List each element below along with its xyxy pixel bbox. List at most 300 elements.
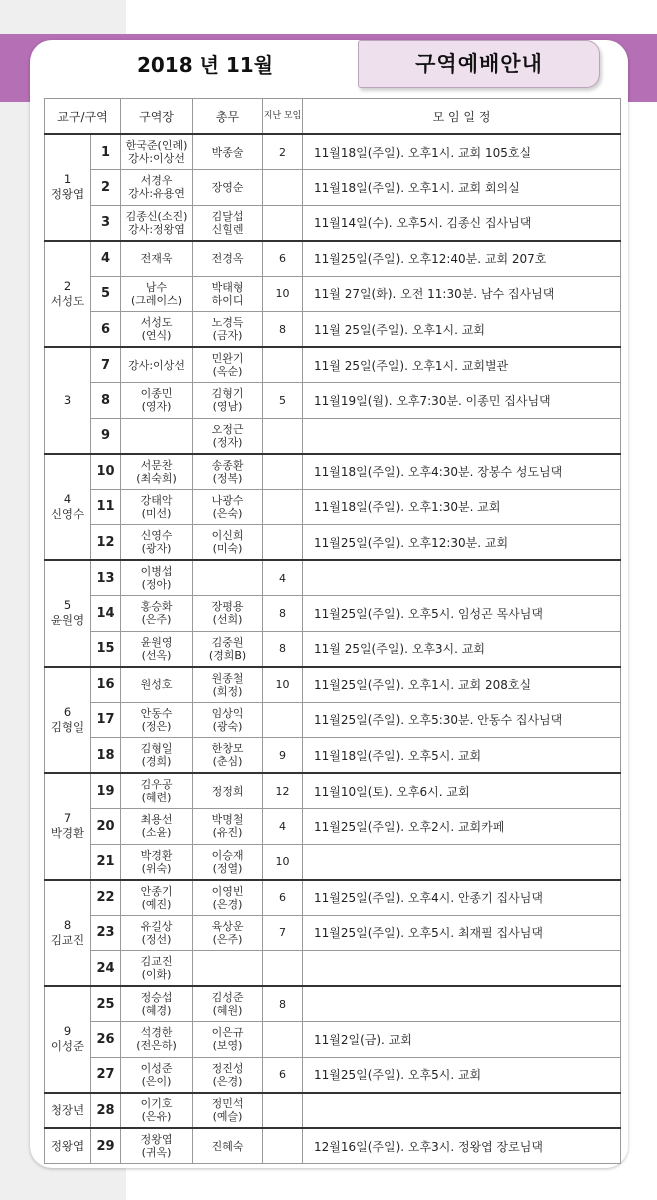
- group-number: 9: [63, 1024, 72, 1039]
- treasurer-line: (금자): [212, 329, 243, 342]
- treasurer-cell: [193, 134, 263, 170]
- group-number: 7: [63, 811, 72, 826]
- treasurer-cell: [193, 1022, 263, 1058]
- meeting-schedule: 11월19일(월). 오후7:30분. 이종민 집사님댁: [303, 383, 621, 419]
- table-row: [45, 489, 621, 525]
- group-cell: [45, 347, 91, 454]
- meeting-schedule: 11월 27일(화). 오전 11:30분. 남수 집사님댁: [303, 276, 621, 312]
- treasurer-cell: [193, 276, 263, 312]
- meeting-schedule: 11월25일(주일). 오후5시. 최재필 집사님댁: [303, 915, 621, 951]
- group-cell: [45, 880, 91, 987]
- leader-line: 한국준(인례): [125, 139, 188, 152]
- leader-line: (영자): [141, 400, 172, 414]
- section-number: 17: [91, 702, 121, 738]
- leader-cell: [121, 667, 193, 703]
- last-meeting-count: [263, 170, 303, 206]
- group-name: 김형일: [50, 719, 85, 734]
- leader-cell: [121, 951, 193, 987]
- meeting-schedule: [303, 844, 621, 880]
- table-row: [45, 383, 621, 419]
- group-cell: [45, 773, 91, 880]
- leader-cell: [121, 773, 193, 809]
- last-meeting-count: [263, 205, 303, 241]
- last-meeting-count: 6: [263, 241, 303, 277]
- group-number: 3: [63, 392, 72, 407]
- section-number: 10: [91, 454, 121, 490]
- leader-line: (정은): [141, 719, 172, 733]
- treasurer-line: 박태형: [211, 280, 244, 294]
- group-name: 신영수: [50, 506, 85, 521]
- table-row: [45, 241, 621, 277]
- leader-line: 안종기: [140, 884, 173, 898]
- leader-line: 남수: [145, 280, 168, 294]
- leader-cell: [121, 1057, 193, 1093]
- treasurer-cell: [193, 915, 263, 951]
- treasurer-line: 민완기: [211, 352, 244, 365]
- section-number: 8: [91, 383, 121, 419]
- table-row: [45, 915, 621, 951]
- treasurer-cell: [193, 880, 263, 916]
- table-row: [45, 1093, 621, 1129]
- last-meeting-count: 9: [263, 738, 303, 774]
- group-name: 윤원영: [50, 613, 85, 628]
- section-number: 14: [91, 596, 121, 632]
- meeting-schedule: 11월18일(주일). 오후1:30분. 교회: [303, 489, 621, 525]
- table-header-row: [45, 99, 621, 135]
- treasurer-line: 임상익: [211, 706, 244, 720]
- treasurer-cell: [193, 383, 263, 419]
- section-number: 25: [91, 986, 121, 1022]
- leader-line: (위숙): [141, 861, 172, 875]
- section-number: 1: [91, 134, 121, 170]
- table-row: [45, 773, 621, 809]
- meeting-schedule: 11월18일(주일). 오후1시. 교회 회의실: [303, 170, 621, 206]
- treasurer-cell: [193, 986, 263, 1022]
- section-number: 18: [91, 738, 121, 774]
- treasurer-line: (광숙): [212, 719, 243, 733]
- leader-line: 윤원영: [140, 635, 173, 649]
- treasurer-line: (희정): [212, 684, 243, 698]
- table-row: [45, 667, 621, 703]
- last-meeting-count: 12: [263, 773, 303, 809]
- treasurer-line: (미숙): [212, 542, 243, 555]
- year-month-title: 2018 년 11월: [136, 53, 274, 77]
- meeting-schedule: 11월25일(주일). 오후5시. 교회: [303, 1057, 621, 1093]
- treasurer-line: 장영순: [211, 180, 244, 194]
- table-row: [45, 418, 621, 454]
- last-meeting-count: 6: [263, 1057, 303, 1093]
- leader-cell: [121, 1128, 193, 1164]
- leader-line: 석경한: [140, 1026, 173, 1040]
- leader-line: 이병섭: [140, 565, 173, 578]
- treasurer-cell: [193, 418, 263, 454]
- leader-line: (전은하): [136, 1039, 177, 1053]
- meeting-schedule: 11월18일(주일). 오후5시. 교회: [303, 738, 621, 774]
- section-number: 9: [91, 418, 121, 454]
- group-number: 1: [63, 172, 72, 187]
- last-meeting-count: 8: [263, 631, 303, 667]
- treasurer-cell: [193, 525, 263, 561]
- last-meeting-count: 8: [263, 986, 303, 1022]
- treasurer-line: (경희B): [208, 648, 247, 662]
- leader-cell: [121, 347, 193, 383]
- meeting-schedule: 11월10일(토). 오후6시. 교회: [303, 773, 621, 809]
- treasurer-line: 정정희: [211, 784, 244, 798]
- leader-line: (귀옥): [141, 1146, 172, 1159]
- leader-cell: [121, 702, 193, 738]
- treasurer-line: (은경): [212, 897, 243, 911]
- section-number: 12: [91, 525, 121, 561]
- meeting-schedule: [303, 986, 621, 1022]
- leader-line: (선옥): [141, 648, 172, 662]
- group-number: 정왕엽: [50, 1138, 85, 1153]
- treasurer-cell: [193, 738, 263, 774]
- section-number: 7: [91, 347, 121, 383]
- last-meeting-count: 10: [263, 844, 303, 880]
- table-row: [45, 738, 621, 774]
- treasurer-line: (영남): [212, 400, 243, 414]
- treasurer-line: 김중원: [211, 635, 244, 649]
- meeting-schedule: 11월18일(주일). 오후1시. 교회 105호실: [303, 134, 621, 170]
- treasurer-line: (은숙): [212, 506, 243, 520]
- leader-cell: [121, 241, 193, 277]
- meeting-schedule: 11월25일(주일). 오후1시. 교회 208호실: [303, 667, 621, 703]
- treasurer-line: (춘심): [212, 755, 243, 768]
- leader-cell: [121, 525, 193, 561]
- meeting-schedule: 11월2일(금). 교회: [303, 1022, 621, 1058]
- leader-line: 홍승화: [140, 600, 173, 614]
- treasurer-cell: [193, 560, 263, 596]
- table-row: [45, 312, 621, 348]
- table-row: [45, 1057, 621, 1093]
- section-number: 16: [91, 667, 121, 703]
- leader-line: 이성준: [140, 1061, 173, 1075]
- group-cell: [45, 134, 91, 241]
- treasurer-cell: [193, 347, 263, 383]
- section-number: 5: [91, 276, 121, 312]
- treasurer-line: (은주): [212, 932, 243, 946]
- table-row: [45, 347, 621, 383]
- header-schedule: 모 임 일 정: [303, 99, 621, 135]
- leader-cell: [121, 631, 193, 667]
- leader-line: (소윤): [141, 826, 172, 840]
- treasurer-cell: [193, 489, 263, 525]
- leader-line: 강사:이상선: [128, 358, 185, 372]
- group-name: 서성도: [50, 293, 85, 308]
- section-number: 27: [91, 1057, 121, 1093]
- leader-line: 원성호: [140, 678, 173, 691]
- leader-cell: [121, 489, 193, 525]
- last-meeting-count: [263, 347, 303, 383]
- leader-line: (광자): [141, 542, 172, 555]
- treasurer-line: (혜원): [212, 1004, 243, 1017]
- meeting-schedule: 11월25일(주일). 오후4시. 안종기 집사님댁: [303, 880, 621, 916]
- section-number: 19: [91, 773, 121, 809]
- table-row: [45, 631, 621, 667]
- header-leader: 구역장: [121, 99, 193, 135]
- leader-cell: [121, 418, 193, 454]
- last-meeting-count: 8: [263, 312, 303, 348]
- group-cell: [45, 986, 91, 1093]
- treasurer-line: 박명철: [211, 813, 244, 827]
- meeting-schedule: 11월 25일(주일). 오후1시. 교회별관: [303, 347, 621, 383]
- treasurer-line: (유진): [212, 826, 243, 840]
- last-meeting-count: [263, 489, 303, 525]
- treasurer-line: 한창모: [211, 742, 244, 755]
- treasurer-line: 신힐렌: [211, 222, 244, 236]
- leader-line: (정아): [141, 578, 172, 591]
- treasurer-cell: [193, 1128, 263, 1164]
- meeting-schedule: 11월25일(주일). 오후5:30분. 안동수 집사님댁: [303, 702, 621, 738]
- leader-cell: [121, 844, 193, 880]
- group-cell: [45, 560, 91, 667]
- leader-line: (은유): [141, 1110, 172, 1124]
- treasurer-line: (선희): [212, 613, 243, 627]
- leader-cell: [121, 809, 193, 845]
- leader-line: 유길상: [140, 919, 173, 933]
- leader-line: 강사:정왕엽: [128, 222, 185, 236]
- leader-line: 서성도: [140, 316, 173, 329]
- meeting-schedule: 11월14일(수). 오후5시. 김종신 집사님댁: [303, 205, 621, 241]
- last-meeting-count: [263, 525, 303, 561]
- last-meeting-count: 4: [263, 809, 303, 845]
- last-meeting-count: 8: [263, 596, 303, 632]
- leader-line: (혜련): [141, 791, 172, 804]
- group-number: 청장년: [50, 1102, 85, 1117]
- last-meeting-count: 4: [263, 560, 303, 596]
- meeting-schedule: 11월 25일(주일). 오후1시. 교회: [303, 312, 621, 348]
- leader-cell: [121, 205, 193, 241]
- treasurer-cell: [193, 667, 263, 703]
- leader-line: (예진): [141, 897, 172, 911]
- treasurer-line: 전경옥: [211, 252, 244, 265]
- last-meeting-count: [263, 951, 303, 987]
- section-number: 20: [91, 809, 121, 845]
- treasurer-cell: [193, 773, 263, 809]
- leader-line: 이기호: [140, 1097, 173, 1111]
- treasurer-cell: [193, 454, 263, 490]
- section-number: 24: [91, 951, 121, 987]
- table-row: [45, 1128, 621, 1164]
- leader-line: 정승섭: [140, 991, 173, 1004]
- meeting-schedule: 11월25일(주일). 오후12:30분. 교회: [303, 525, 621, 561]
- leader-cell: [121, 1022, 193, 1058]
- treasurer-line: (옥순): [212, 365, 243, 378]
- leader-line: 최용선: [140, 813, 173, 827]
- group-number: 2: [63, 278, 72, 293]
- leader-line: (은주): [141, 613, 172, 627]
- meeting-schedule: 11월18일(주일). 오후4:30분. 장봉수 성도님댁: [303, 454, 621, 490]
- treasurer-line: (정복): [212, 471, 243, 485]
- table-row: [45, 986, 621, 1022]
- group-cell: [45, 667, 91, 774]
- group-name: 정왕엽: [50, 187, 85, 202]
- treasurer-line: (은경): [212, 1074, 243, 1088]
- table-row: [45, 809, 621, 845]
- treasurer-line: 이영빈: [211, 884, 244, 898]
- last-meeting-count: [263, 418, 303, 454]
- section-number: 21: [91, 844, 121, 880]
- treasurer-line: (정자): [212, 435, 243, 449]
- leader-cell: [121, 986, 193, 1022]
- treasurer-line: 김달섭: [211, 209, 244, 223]
- group-number: 6: [63, 704, 72, 719]
- leader-cell: [121, 1093, 193, 1129]
- leader-line: 김종신(소진): [125, 209, 188, 223]
- group-name: 이성준: [50, 1039, 85, 1054]
- leader-cell: [121, 134, 193, 170]
- table-row: [45, 844, 621, 880]
- treasurer-cell: [193, 631, 263, 667]
- leader-line: 정왕엽: [140, 1133, 173, 1146]
- meeting-schedule: 11월 25일(주일). 오후3시. 교회: [303, 631, 621, 667]
- treasurer-cell: [193, 205, 263, 241]
- group-number: 5: [63, 598, 72, 613]
- last-meeting-count: [263, 454, 303, 490]
- section-number: 3: [91, 205, 121, 241]
- table-row: [45, 170, 621, 206]
- section-number: 4: [91, 241, 121, 277]
- treasurer-cell: [193, 312, 263, 348]
- leader-line: (혜경): [141, 1004, 172, 1017]
- treasurer-cell: [193, 241, 263, 277]
- leader-line: (이화): [141, 968, 172, 981]
- leader-cell: [121, 276, 193, 312]
- meeting-schedule: 11월25일(주일). 오후12:40분. 교회 207호: [303, 241, 621, 277]
- header-group: 교구/구역: [45, 99, 121, 135]
- meeting-schedule: [303, 951, 621, 987]
- table-row: [45, 1022, 621, 1058]
- group-number: 4: [63, 491, 72, 506]
- section-number: 2: [91, 170, 121, 206]
- group-cell: [45, 1093, 91, 1129]
- leader-line: 강사:이상선: [128, 152, 185, 165]
- leader-cell: [121, 915, 193, 951]
- table-row: [45, 560, 621, 596]
- group-cell: [45, 241, 91, 348]
- last-meeting-count: 10: [263, 276, 303, 312]
- header-last-meeting: 지난 모임: [263, 99, 303, 135]
- treasurer-line: 장평용: [211, 600, 244, 614]
- table-row: [45, 454, 621, 490]
- treasurer-line: 육상운: [211, 919, 244, 933]
- group-cell: [45, 1128, 91, 1164]
- section-number: 28: [91, 1093, 121, 1129]
- treasurer-line: 김성준: [211, 991, 244, 1004]
- leader-line: 박경환: [140, 848, 173, 862]
- treasurer-line: 김형기: [211, 387, 244, 401]
- treasurer-cell: [193, 702, 263, 738]
- leader-line: 전재욱: [140, 252, 173, 265]
- table-row: [45, 702, 621, 738]
- meeting-schedule: 11월25일(주일). 오후2시. 교회카페: [303, 809, 621, 845]
- section-number: 22: [91, 880, 121, 916]
- meeting-schedule: [303, 560, 621, 596]
- treasurer-line: 이승재: [211, 848, 244, 862]
- leader-line: 서경우: [140, 174, 173, 188]
- table-row: [45, 880, 621, 916]
- last-meeting-count: 10: [263, 667, 303, 703]
- leader-cell: [121, 880, 193, 916]
- leader-line: (은이): [141, 1074, 172, 1088]
- leader-cell: [121, 170, 193, 206]
- last-meeting-count: 2: [263, 134, 303, 170]
- leader-line: 서문찬: [140, 458, 173, 472]
- header-treasurer: 총무: [193, 99, 263, 135]
- treasurer-cell: [193, 1057, 263, 1093]
- treasurer-line: 진혜숙: [211, 1139, 244, 1153]
- last-meeting-count: [263, 1093, 303, 1129]
- table-row: [45, 525, 621, 561]
- group-name: 김교진: [50, 932, 85, 947]
- treasurer-cell: [193, 596, 263, 632]
- leader-cell: [121, 454, 193, 490]
- meeting-schedule: 12월16일(주일). 오후3시. 정왕엽 장로님댁: [303, 1128, 621, 1164]
- treasurer-line: 노경득: [211, 316, 244, 329]
- section-number: 26: [91, 1022, 121, 1058]
- meeting-schedule: [303, 418, 621, 454]
- table-body: [45, 134, 621, 1164]
- leader-line: 강태악: [140, 493, 173, 507]
- leader-line: (정선): [141, 932, 172, 946]
- title-banner: 구역예배안내: [358, 40, 600, 88]
- leader-line: 김우공: [140, 778, 173, 791]
- leader-line: 안동수: [140, 706, 173, 720]
- last-meeting-count: [263, 702, 303, 738]
- treasurer-cell: [193, 809, 263, 845]
- treasurer-line: 오정근: [211, 422, 244, 436]
- table-row: [45, 276, 621, 312]
- treasurer-line: (정열): [212, 861, 243, 875]
- table-row: [45, 596, 621, 632]
- leader-line: (미선): [141, 506, 172, 520]
- last-meeting-count: [263, 1022, 303, 1058]
- treasurer-line: 나광수: [211, 493, 244, 507]
- treasurer-line: 정민석: [211, 1097, 244, 1111]
- treasurer-line: 이은규: [211, 1026, 244, 1040]
- table-row: [45, 205, 621, 241]
- leader-line: (연식): [141, 329, 172, 342]
- treasurer-line: 하이디: [211, 293, 244, 307]
- section-number: 13: [91, 560, 121, 596]
- group-name: 박경환: [50, 826, 85, 841]
- treasurer-line: 정진성: [211, 1061, 244, 1075]
- table-row: [45, 951, 621, 987]
- treasurer-cell: [193, 170, 263, 206]
- leader-cell: [121, 560, 193, 596]
- treasurer-line: (보영): [212, 1039, 243, 1053]
- treasurer-line: (예슬): [212, 1110, 243, 1124]
- treasurer-cell: [193, 951, 263, 987]
- table-row: [45, 134, 621, 170]
- leader-line: 이종민: [140, 387, 173, 401]
- last-meeting-count: 5: [263, 383, 303, 419]
- section-number: 6: [91, 312, 121, 348]
- section-number: 23: [91, 915, 121, 951]
- group-number: 8: [63, 917, 72, 932]
- treasurer-cell: [193, 844, 263, 880]
- meeting-schedule: 11월25일(주일). 오후5시. 임성곤 목사님댁: [303, 596, 621, 632]
- section-number: 29: [91, 1128, 121, 1164]
- last-meeting-count: 7: [263, 915, 303, 951]
- group-cell: [45, 454, 91, 561]
- last-meeting-count: 6: [263, 880, 303, 916]
- leader-line: 김교진: [140, 955, 173, 968]
- treasurer-line: 이신희: [211, 529, 244, 542]
- leader-cell: [121, 312, 193, 348]
- leader-line: 신영수: [140, 529, 173, 542]
- leader-line: (경희): [141, 755, 172, 768]
